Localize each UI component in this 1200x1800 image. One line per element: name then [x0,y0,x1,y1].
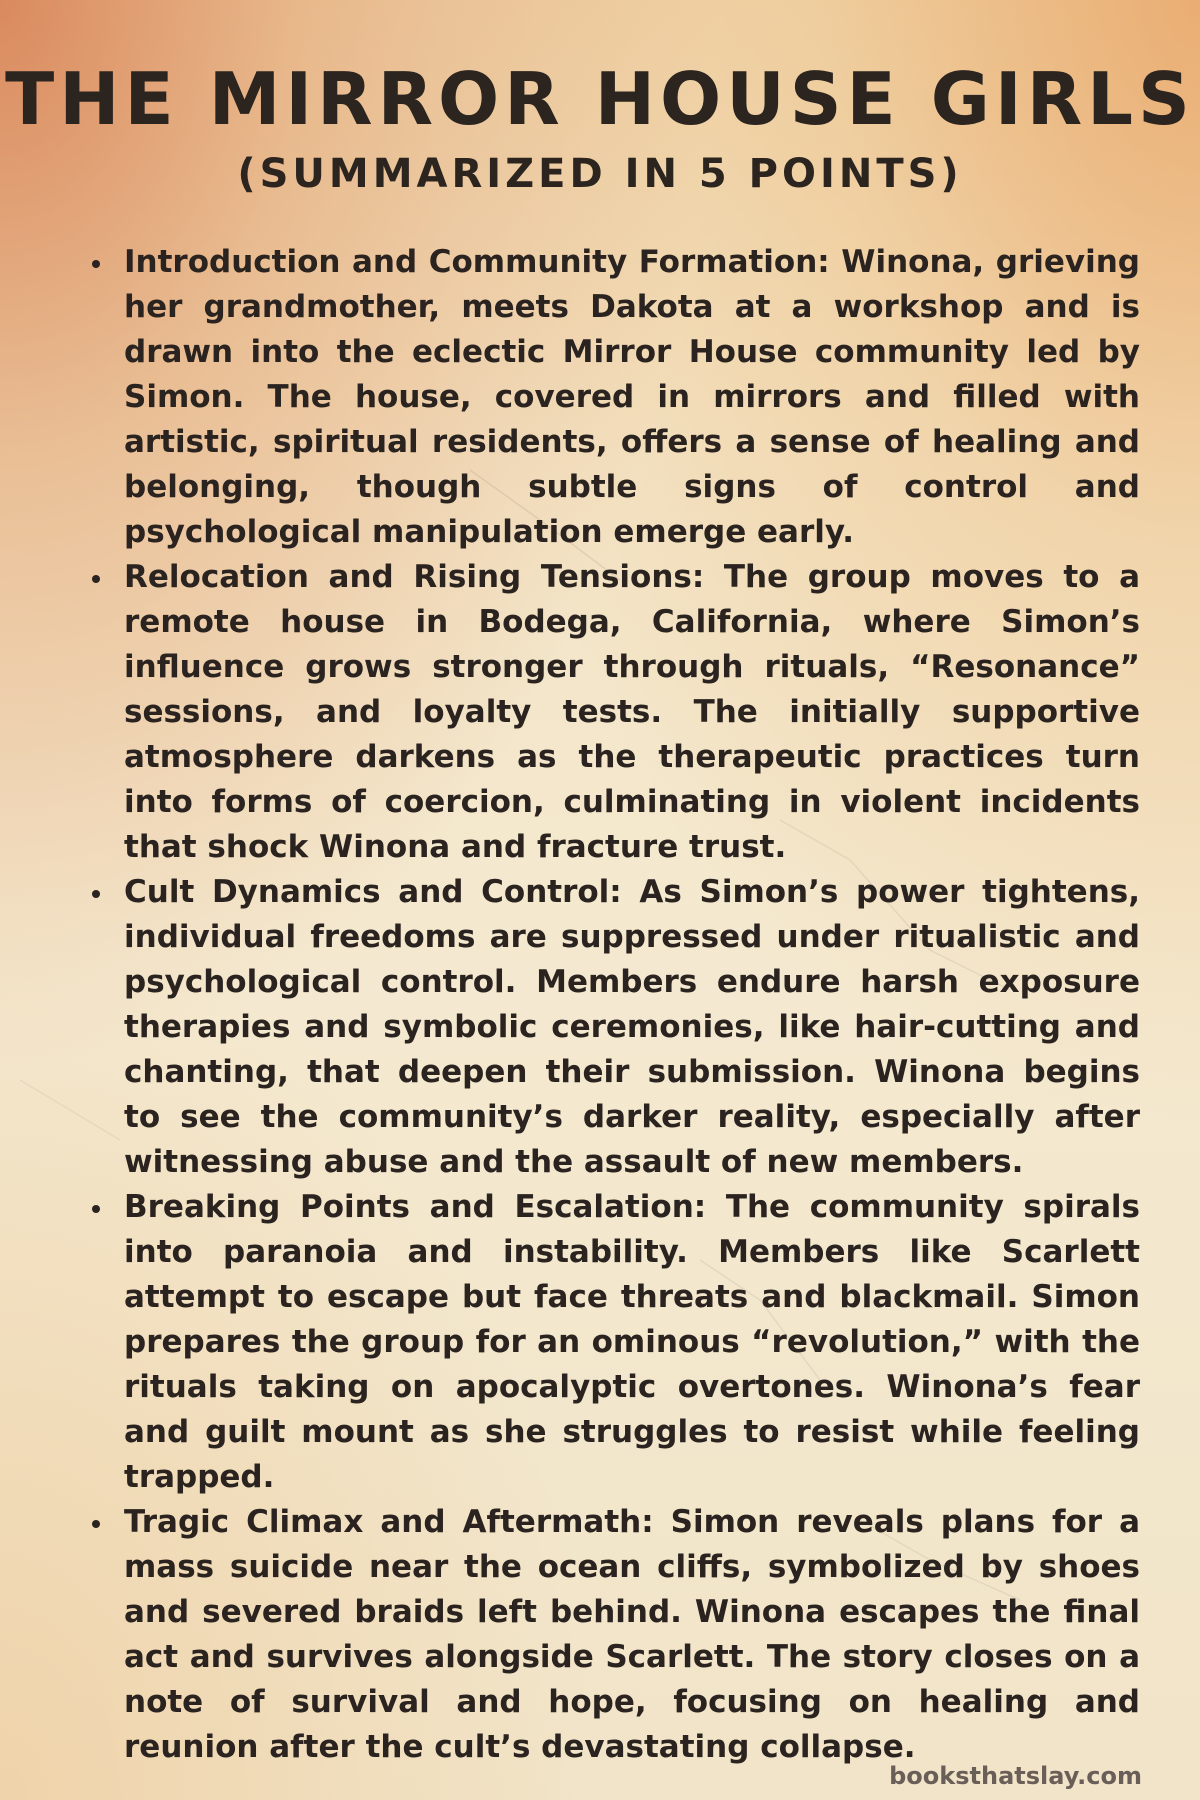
summary-point-3 [84,870,1140,1185]
point-text: Breaking Points and Escalation: The community spirals into paranoia and instability. Members like Scarlett attempt to escape but face threats and blackmail. Simon prepares the group for an ominous “revolution,” with the rituals taking on apocalyptic overtones. Winona’s fear and guilt mount as she struggles to resist while feeling trapped. [124,1189,1140,1495]
source-credit: booksthatslay.com [889,1762,1142,1790]
page-subtitle: (SUMMARIZED IN 5 POINTS) [237,151,963,197]
bullet-icon [92,575,100,583]
bullet-icon [92,890,100,898]
summary-point-4 [84,1185,1140,1500]
summary-point-2 [84,555,1140,870]
summary-point-5 [84,1500,1140,1770]
point-text: Cult Dynamics and Control: As Simon’s power tightens, individual freedoms are suppressed under ritualistic and psychological control. Members endure harsh exposure therapies and symbolic ceremonies, like hair-cutting and chanting, that deepen their submission. Winona begins to see the community’s darker reality, especially after witnessing abuse and the assault of new members. [124,874,1140,1180]
bullet-icon [92,1205,100,1213]
point-text: Tragic Climax and Aftermath: Simon reveals plans for a mass suicide near the ocean cliffs, symbolized by shoes and severed braids left behind. Winona escapes the final act and survives alongside Scarlett. The story closes on a note of survival and hope, focusing on healing and reunion after the cult’s devastating collapse. [124,1504,1140,1765]
bullet-icon [92,260,100,268]
page-title: THE MIRROR HOUSE GIRLS [5,57,1195,141]
summary-point-1 [84,240,1140,555]
bullet-icon [92,1520,100,1528]
point-text: Introduction and Community Formation: Winona, grieving her grandmother, meets Dakota at a workshop and is drawn into the eclectic Mirror House community led by Simon. The house, covered in mirrors and filled with artistic, spiritual residents, offers a sense of healing and belonging, though subtle signs of control and psychological manipulation emerge early. [124,244,1140,550]
summary-points-list [84,240,1140,1770]
point-text: Relocation and Rising Tensions: The group moves to a remote house in Bodega, California, where Simon’s influence grows stronger through rituals, “Resonance” sessions, and loyalty tests. The initially supportive atmosphere darkens as the therapeutic practices turn into forms of coercion, culminating in violent incidents that shock Winona and fracture trust. [124,559,1140,865]
